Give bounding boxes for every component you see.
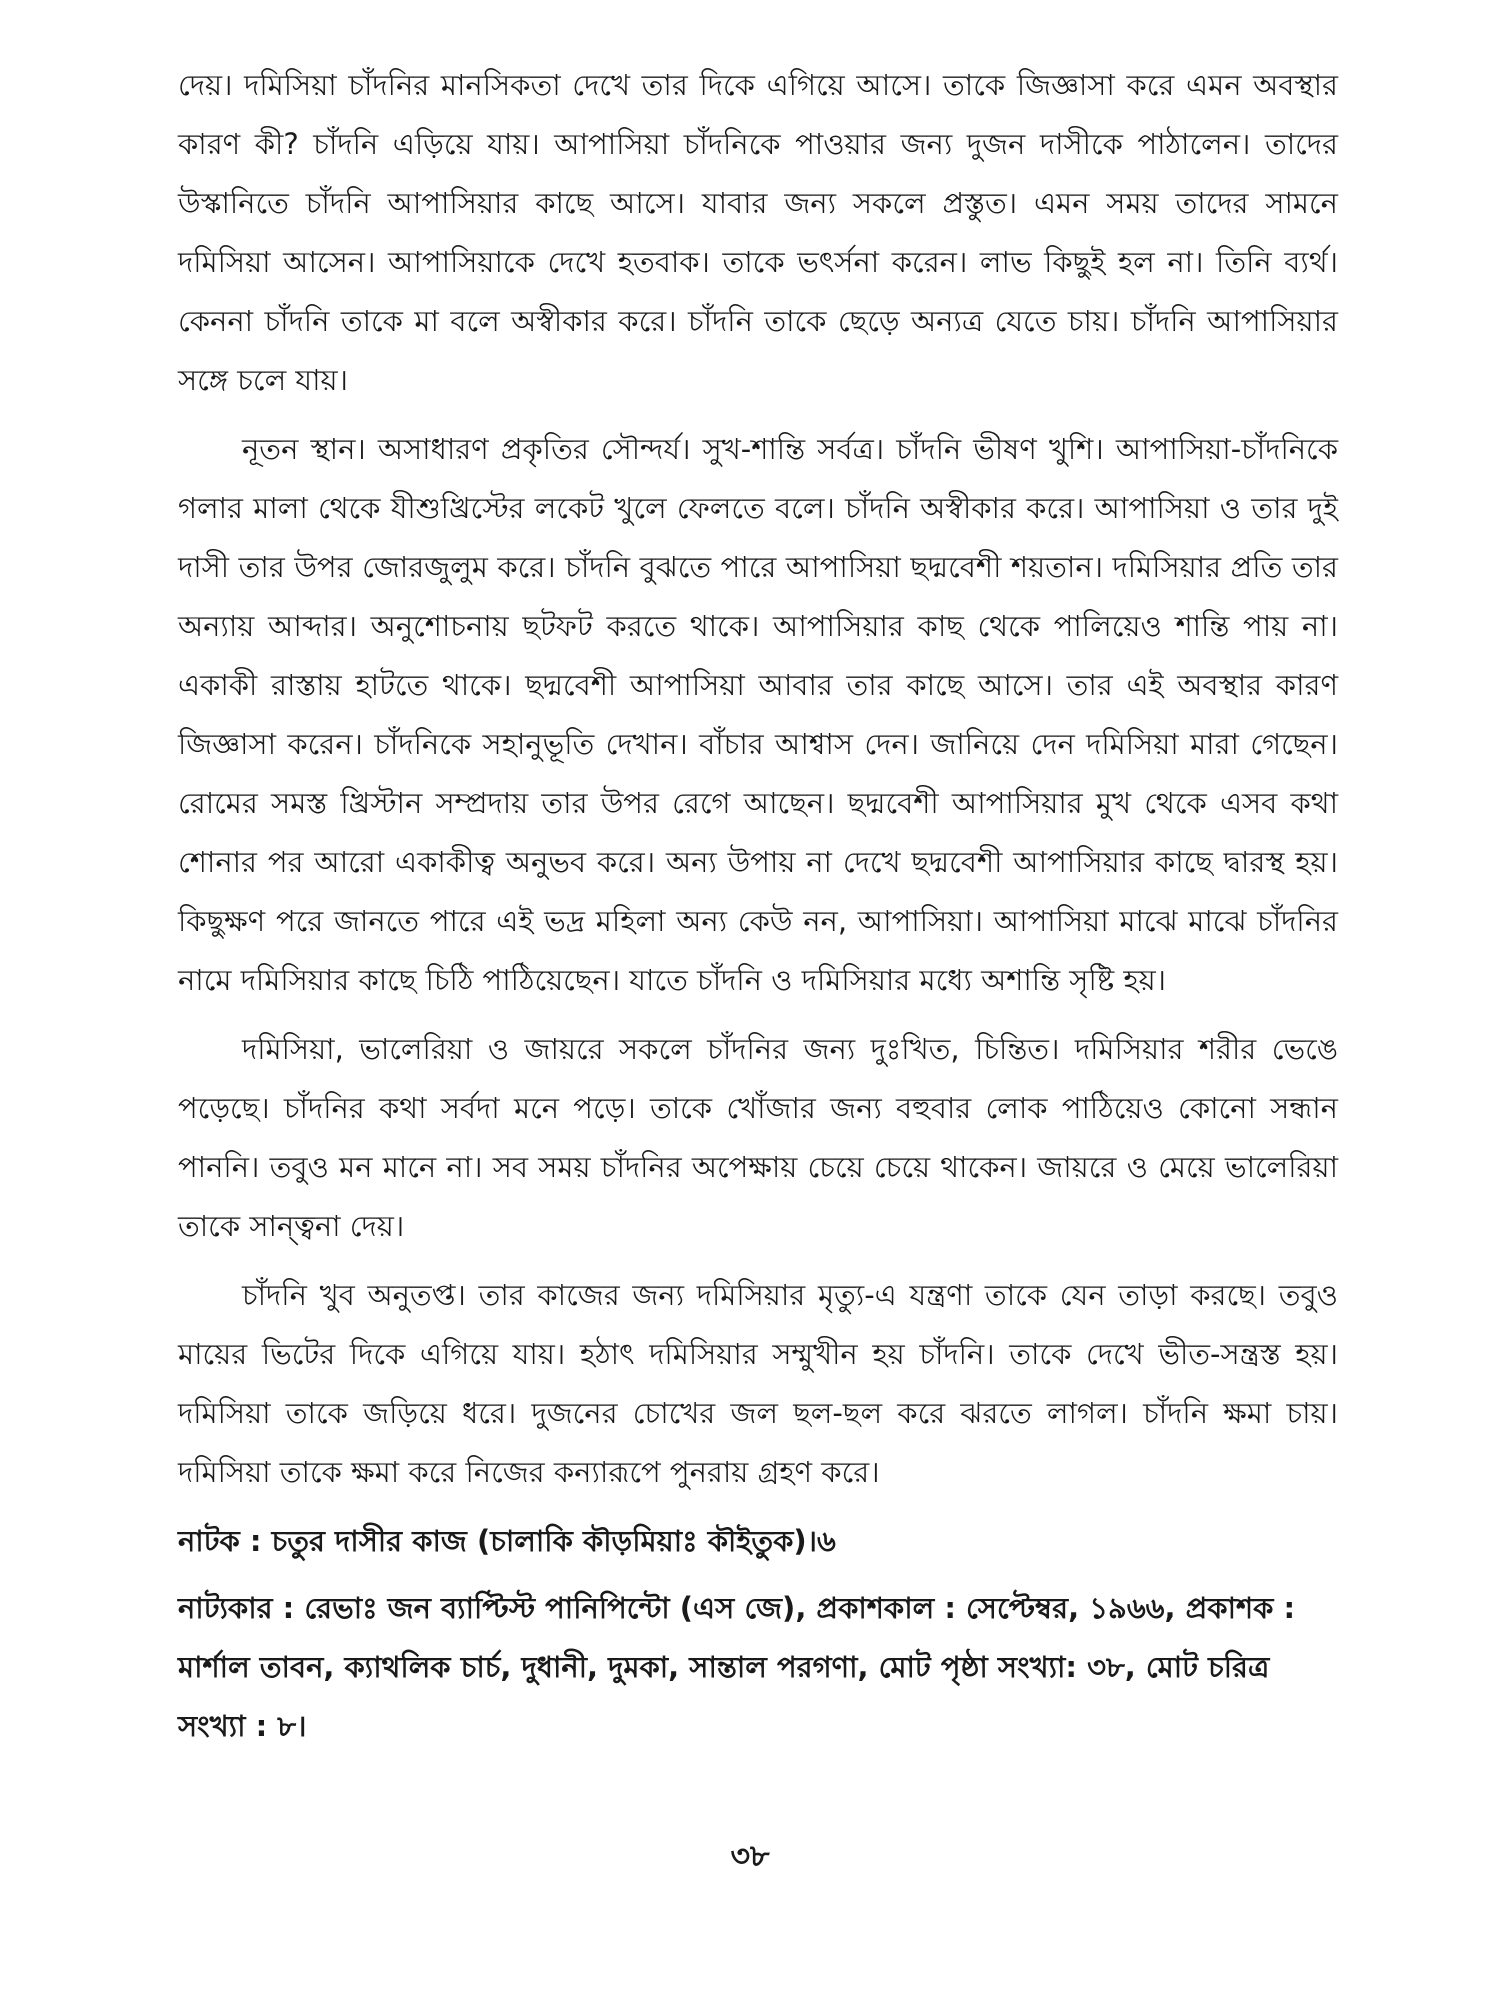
paragraph-1: দেয়। দমিসিয়া চাঁদনির মানসিকতা দেখে তার দিকে এগিয়ে আসে। তাকে জিজ্ঞাসা করে এমন অবস্থার কারণ কী? চাঁদনি এড়িয়ে যায়। আপাসিয়া চাঁদনিকে পাওয়ার জন্য দুজন দাসীকে পাঠালেন। তাদের উস্কানিতে চাঁদনি আপাসিয়ার কাছে আসে। যাবার জন্য সকলে প্রস্তুত। এমন সময় তাদের সামনে দমিসিয়া আসেন। আপাসিয়াকে দেখে হতবাক। তাকে ভৎর্সনা করেন। লাভ কিছুই হল না। তিনি ব্যর্থ। কেননা চাঁদনি তাকে মা বলে অস্বীকার করে। চাঁদনি তাকে ছেড়ে অন্যত্র যেতে চায়। চাঁদনি আপাসিয়ার সঙ্গে চলে যায়। [178,68,1338,397]
play-heading: নাটক : চতুর দাসীর কাজ (চালাকি কৗড়মিয়াঃ কৗইতুক)।৬ [178,1524,836,1558]
paragraph-4: চাঁদনি খুব অনুতপ্ত। তার কাজের জন্য দমিসিয়ার মৃত্যু-এ যন্ত্রণা তাকে যেন তাড়া করছে। তবুও মায়ের ভিটের দিকে এগিয়ে যায়। হঠাৎ দমিসিয়ার সম্মুখীন হয় চাঁদনি। তাকে দেখে ভীত-সন্ত্রস্ত হয়। দমিসিয়া তাকে জড়িয়ে ধরে। দুজনের চোখের জল ছল-ছল করে ঝরতে লাগল। চাঁদনি ক্ষমা চায়। দমিসিয়া তাকে ক্ষমা করে নিজের কন্যারূপে পুনরায় গ্রহণ করে। [178,1278,1338,1489]
paragraph-3: দমিসিয়া, ভালেরিয়া ও জায়রে সকলে চাঁদনির জন্য দুঃখিত, চিন্তিত। দমিসিয়ার শরীর ভেঙে পড়েছে। চাঁদনির কথা সর্বদা মনে পড়ে। তাকে খোঁজার জন্য বহুবার লোক পাঠিয়েও কোনো সন্ধান পাননি। তবুও মন মানে না। সব সময় চাঁদনির অপেক্ষায় চেয়ে চেয়ে থাকেন। জায়রে ও মেয়ে ভালেরিয়া তাকে সান্ত্বনা দেয়। [178,1032,1338,1243]
paragraph-2: নূতন স্থান। অসাধারণ প্রকৃতির সৌন্দর্য। সুখ-শান্তি সর্বত্র। চাঁদনি ভীষণ খুশি। আপাসিয়া-চাঁদনিকে গলার মালা থেকে যীশুখ্রিস্টের লকেট খুলে ফেলতে বলে। চাঁদনি অস্বীকার করে। আপাসিয়া ও তার দুই দাসী তার উপর জোরজুলুম করে। চাঁদনি বুঝতে পারে আপাসিয়া ছদ্মবেশী শয়তান। দমিসিয়ার প্রতি তার অন্যায় আব্দার। অনুশোচনায় ছটফট করতে থাকে। আপাসিয়ার কাছ থেকে পালিয়েও শান্তি পায় না। একাকী রাস্তায় হাটতে থাকে। ছদ্মবেশী আপাসিয়া আবার তার কাছে আসে। তার এই অবস্থার কারণ জিজ্ঞাসা করেন। চাঁদনিকে সহানুভূতি দেখান। বাঁচার আশ্বাস দেন। জানিয়ে দেন দমিসিয়া মারা গেছেন। রোমের সমস্ত খ্রিস্টান সম্প্রদায় তার উপর রেগে আছেন। ছদ্মবেশী আপাসিয়ার মুখ থেকে এসব কথা শোনার পর আরো একাকীত্ব অনুভব করে। অন্য উপায় না দেখে ছদ্মবেশী আপাসিয়ার কাছে দ্বারস্থ হয়। কিছুক্ষণ পরে জানতে পারে এই ভদ্র মহিলা অন্য কেউ নন, আপাসিয়া। আপাসিয়া মাঝে মাঝে চাঁদনির নামে দমিসিয়ার কাছে চিঠি পাঠিয়েছেন। যাতে চাঁদনি ও দমিসিয়ার মধ্যে অশান্তি সৃষ্টি হয়। [178,432,1338,997]
play-credits: নাট্যকার : রেভাঃ জন ব্যাপ্টিস্ট পানিপিন্টো (এস জে), প্রকাশকাল : সেপ্টেম্বর, ১৯৬৬, প্রকাশক : মার্শাল তাবন, ক্যাথলিক চার্চ, দুধানী, দুমকা, সান্তাল পরগণা, মোট পৃষ্ঠা সংখ্যা: ৩৮, মোট চরিত্র সংখ্যা : ৮। [178,1591,1296,1743]
page-body [178,56,1338,1756]
page-number: ৩৮ [730,1839,770,1874]
